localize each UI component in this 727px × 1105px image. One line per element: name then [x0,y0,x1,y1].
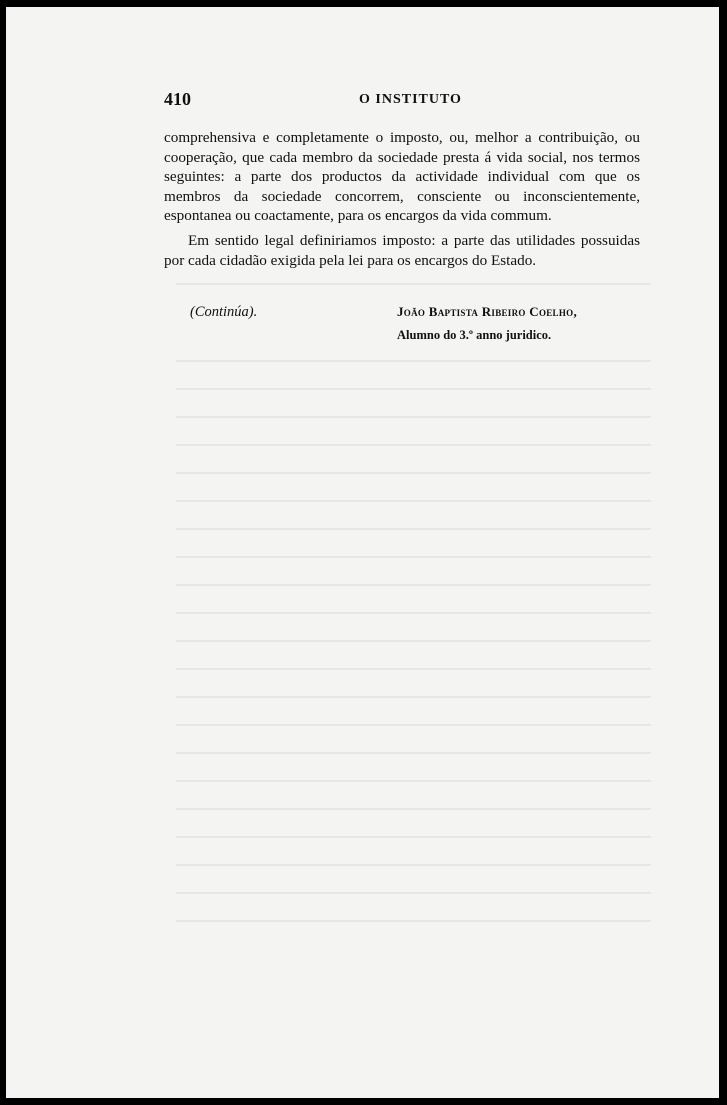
show-through-line [176,388,651,390]
show-through-line [176,724,651,726]
show-through-line [176,640,651,642]
show-through-line [176,283,651,285]
paragraph-1: comprehensiva e completamente o imposto, ou, melhor a contribuição, ou cooperação, que cada membro da sociedade presta á vida social, nos termos seguintes: a parte dos productos da actividade individual com que os membros da sociedade concorrem, consciente ou inconscientemente, espontanea ou coactamente, para os encargos da vida commum. [164,129,640,225]
show-through-line [176,360,651,362]
show-through-line [176,500,651,502]
show-through-line [176,696,651,698]
show-through-line [176,472,651,474]
show-through-line [176,612,651,614]
show-through-line [176,444,651,446]
show-through-line [176,892,651,894]
show-through-line [176,556,651,558]
continua-note: (Continúa). [190,304,258,320]
show-through-line [176,836,651,838]
show-through-line [176,416,651,418]
show-through-line [176,808,651,810]
author-role: Alumno do 3.º anno juridico. [397,328,552,342]
show-through-line [176,752,651,754]
running-title: O INSTITUTO [359,92,462,107]
show-through-line [176,668,651,670]
show-through-line [176,780,651,782]
show-through-line [176,864,651,866]
show-through-line [176,528,651,530]
paragraph-2: Em sentido legal definiriamos imposto: a parte das utilidades possuidas por cada cidadão exigida pela lei para os encargos do Estado. [164,231,640,269]
page-number: 410 [164,89,191,109]
author-name: João Baptista Ribeiro Coelho, [397,304,578,319]
show-through-line [176,584,651,586]
body-text [164,128,640,270]
show-through-line [176,920,651,922]
page-header [164,89,645,111]
